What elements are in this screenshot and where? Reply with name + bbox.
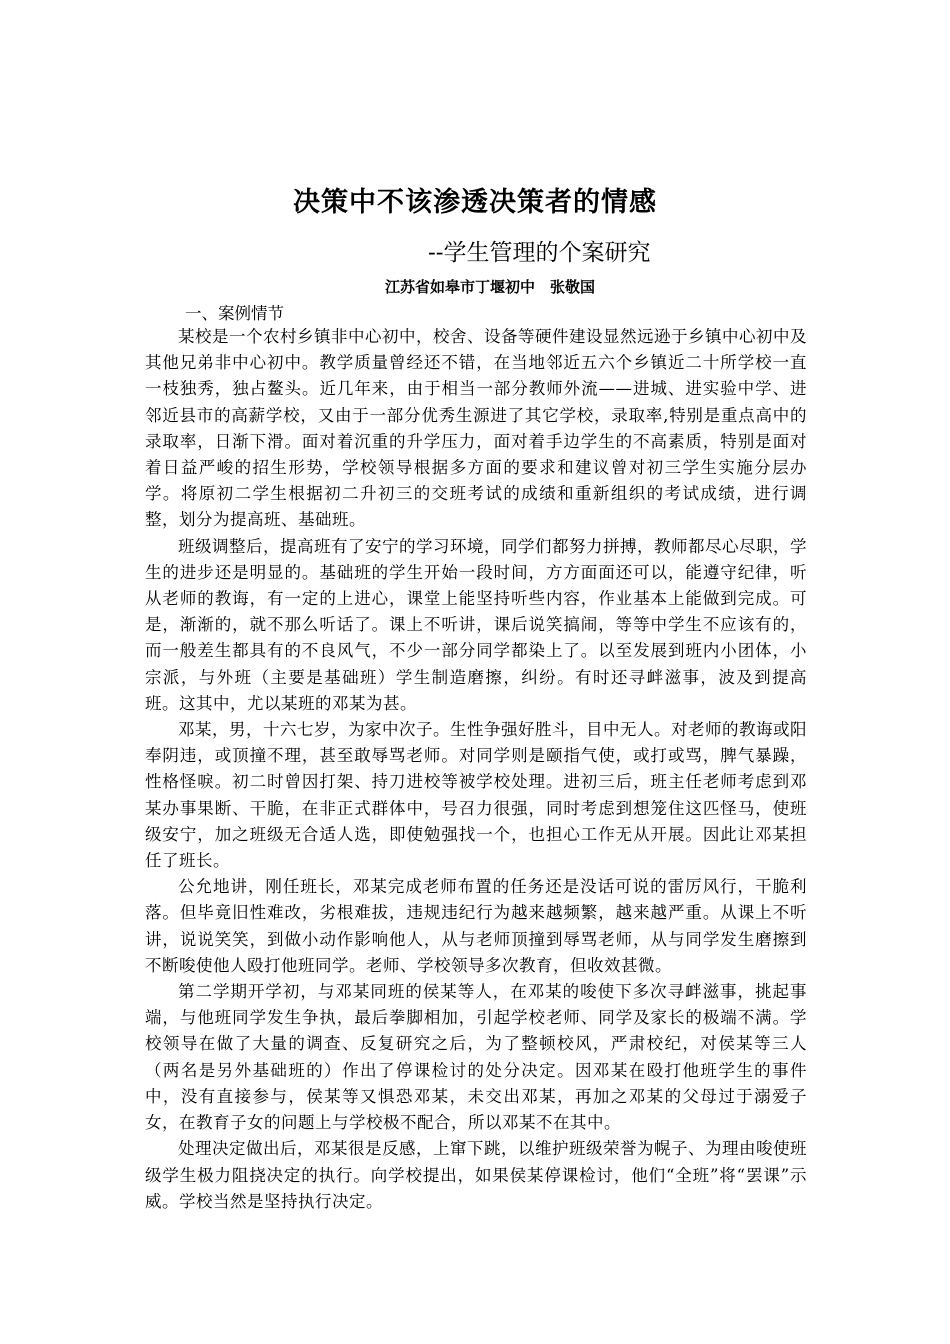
paragraph-3: 邓某，男，十六七岁，为家中次子。生性争强好胜斗，目中无人。对老师的教诲或阳奉阴违，或顶撞不理，甚至敢辱骂老师。对同学则是颐指气使，或打或骂，脾气暴躁，性格怪唳。初二时曾因打架、持刀进校等被学校处理。进初三后，班主任老师考虑到邓某办事果断、干脆，在非正式群体中，号召力很强，同时考虑到想笼住这匹怪马，使班级安宁，加之班级无合适人选，即使勉强找一个，也担心工作无从开展。因此让邓某担任了班长。: [145, 720, 807, 871]
paragraph-2: 班级调整后，提高班有了安宁的学习环境，同学们都努力拼搏，教师都尽心尽职，学生的进步还是明显的。基础班的学生开始一段时间，方方面面还可以，能遵守纪律，听从老师的教诲，有一定的上进心，课堂上能坚持听些内容，作业基本上能做到完成。可是，渐渐的，就不那么听话了。课上不听讲，课后说笑搞闹，等等中学生不应该有的，而一般差生都具有的不良风气，不少一部分同学都染上了。以至发展到班内小团体，小宗派，与外班（主要是基础班）学生制造磨擦，纠纷。有时还寻衅滋事，波及到提高班。这其中，尤以某班的邓某为甚。: [145, 536, 807, 713]
document-title: 决策中不该渗透决策者的情感: [293, 187, 657, 218]
author-line: 江苏省如皋市丁堰初中 张敬国: [385, 278, 596, 296]
paragraph-4: 公允地讲，刚任班长，邓某完成老师布置的任务还是没话可说的雷厉风行，干脆利落。但毕竟旧性难改，劣根难拔，违规违纪行为越来越频繁，越来越严重。从课上不听讲，说说笑笑，到做小动作影响他人，从与老师顶撞到辱骂老师，从与同学发生磨擦到不断唆使他人殴打他班同学。老师、学校领导多次教育，但收效甚微。: [145, 877, 807, 975]
document-subtitle: --学生管理的个案研究: [428, 240, 651, 266]
section-heading: 一、案例情节: [185, 304, 284, 323]
paragraph-6: 处理决定做出后，邓某很是反感，上窜下跳，以维护班级荣誉为幌子、为理由唆使班级学生极力阻挠决定的执行。向学校提出，如果侯某停课检讨，他们“全班”将“罢课”示威。学校当然是坚持执行决定。: [145, 1139, 807, 1211]
body-text: [145, 324, 807, 1215]
paragraph-1: 某校是一个农村乡镇非中心初中，校舍、设备等硬件建设显然远逊于乡镇中心初中及其他兄弟非中心初中。教学质量曾经还不错，在当地邻近五六个乡镇近二十所学校一直一枝独秀，独占鳌头。近几年来，由于相当一部分教师外流——进城、进实验中学、进邻近县市的高薪学校，又由于一部分优秀生源进了其它学校，录取率,特别是重点高中的录取率，日渐下滑。面对着沉重的升学压力，面对着手边学生的不高素质，特别是面对着日益严峻的招生形势，学校领导根据多方面的要求和建议曾对初三学生实施分层办学。将原初二学生根据初二升初三的交班考试的成绩和重新组织的考试成绩，进行调整，划分为提高班、基础班。: [145, 327, 807, 530]
paragraph-5: 第二学期开学初，与邓某同班的侯某等人，在邓某的唆使下多次寻衅滋事，挑起事端，与他班同学发生争执，最后拳脚相加，引起学校老师、同学及家长的极端不满。学校领导在做了大量的调查、反复研究之后，为了整顿校风，严肃校纪，对侯某等三人（两名是另外基础班的）作出了停课检讨的处分决定。因邓某在殴打他班学生的事件中，没有直接参与，侯某等又惧恐邓某，未交出邓某，再加之邓某的父母过于溺爱子女，在教育子女的问题上与学校极不配合，所以邓某不在其中。: [145, 982, 807, 1133]
